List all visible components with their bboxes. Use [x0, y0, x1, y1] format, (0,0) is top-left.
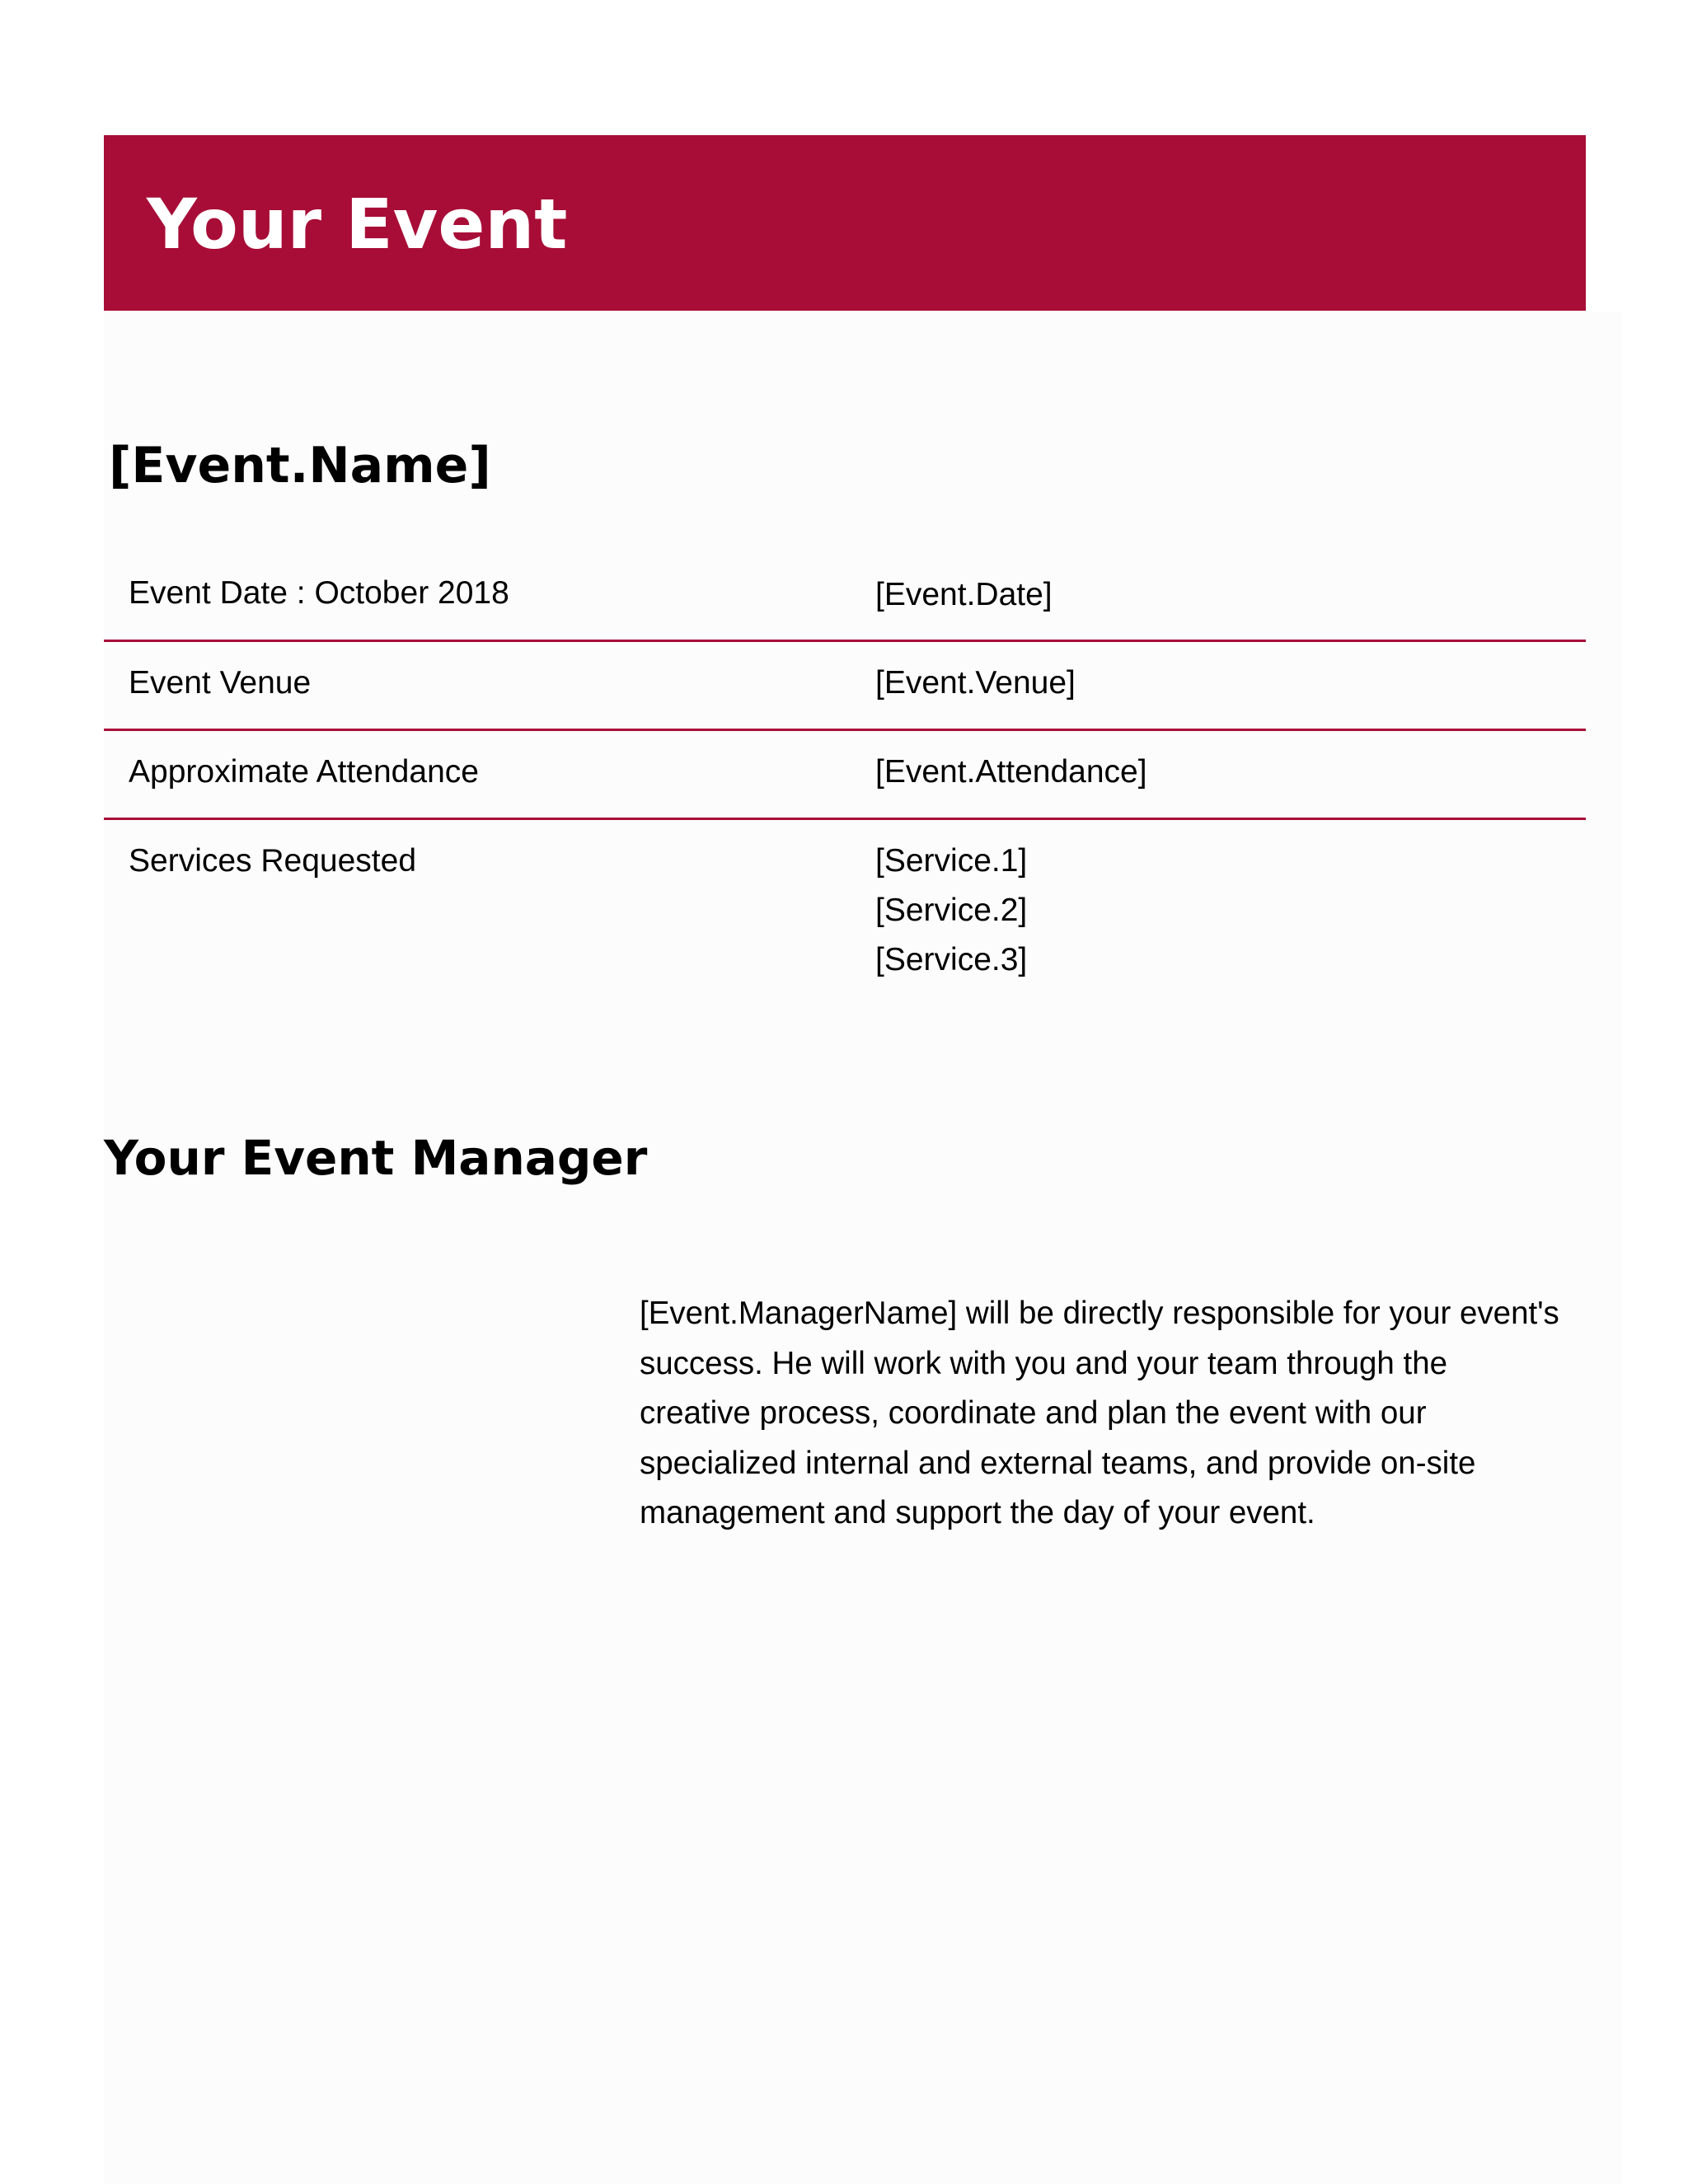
details-row-date [104, 551, 1586, 642]
event-manager-heading: Your Event Manager [104, 1130, 648, 1186]
event-venue-value: [Event.Venue] [875, 665, 1076, 701]
page-title: Your Event [147, 184, 568, 265]
details-row-venue [104, 642, 1586, 731]
event-attendance-label: Approximate Attendance [129, 754, 479, 790]
services-list [875, 837, 1027, 985]
details-row-services [104, 820, 1586, 1010]
services-requested-label: Services Requested [129, 843, 417, 879]
service-item: [Service.1] [875, 843, 1028, 879]
details-row-attendance [104, 731, 1586, 820]
event-venue-label: Event Venue [129, 665, 312, 701]
service-item: [Service.3] [875, 942, 1028, 977]
event-attendance-value: [Event.Attendance] [875, 754, 1147, 790]
event-details-table [104, 551, 1586, 1010]
event-date-value: [Event.Date] [875, 577, 1053, 612]
event-manager-description: [Event.ManagerName] will be directly responsible for your event's success. He will work with you and your team through the creative process, coordinate and plan the event with our specialized internal and external teams, and provide on-site management and support the day of your event. [640, 1296, 1559, 1530]
event-date-label: Event Date : October 2018 [129, 575, 509, 611]
event-name-heading: [Event.Name] [109, 437, 491, 494]
service-item: [Service.2] [875, 893, 1028, 928]
title-banner [104, 135, 1586, 311]
